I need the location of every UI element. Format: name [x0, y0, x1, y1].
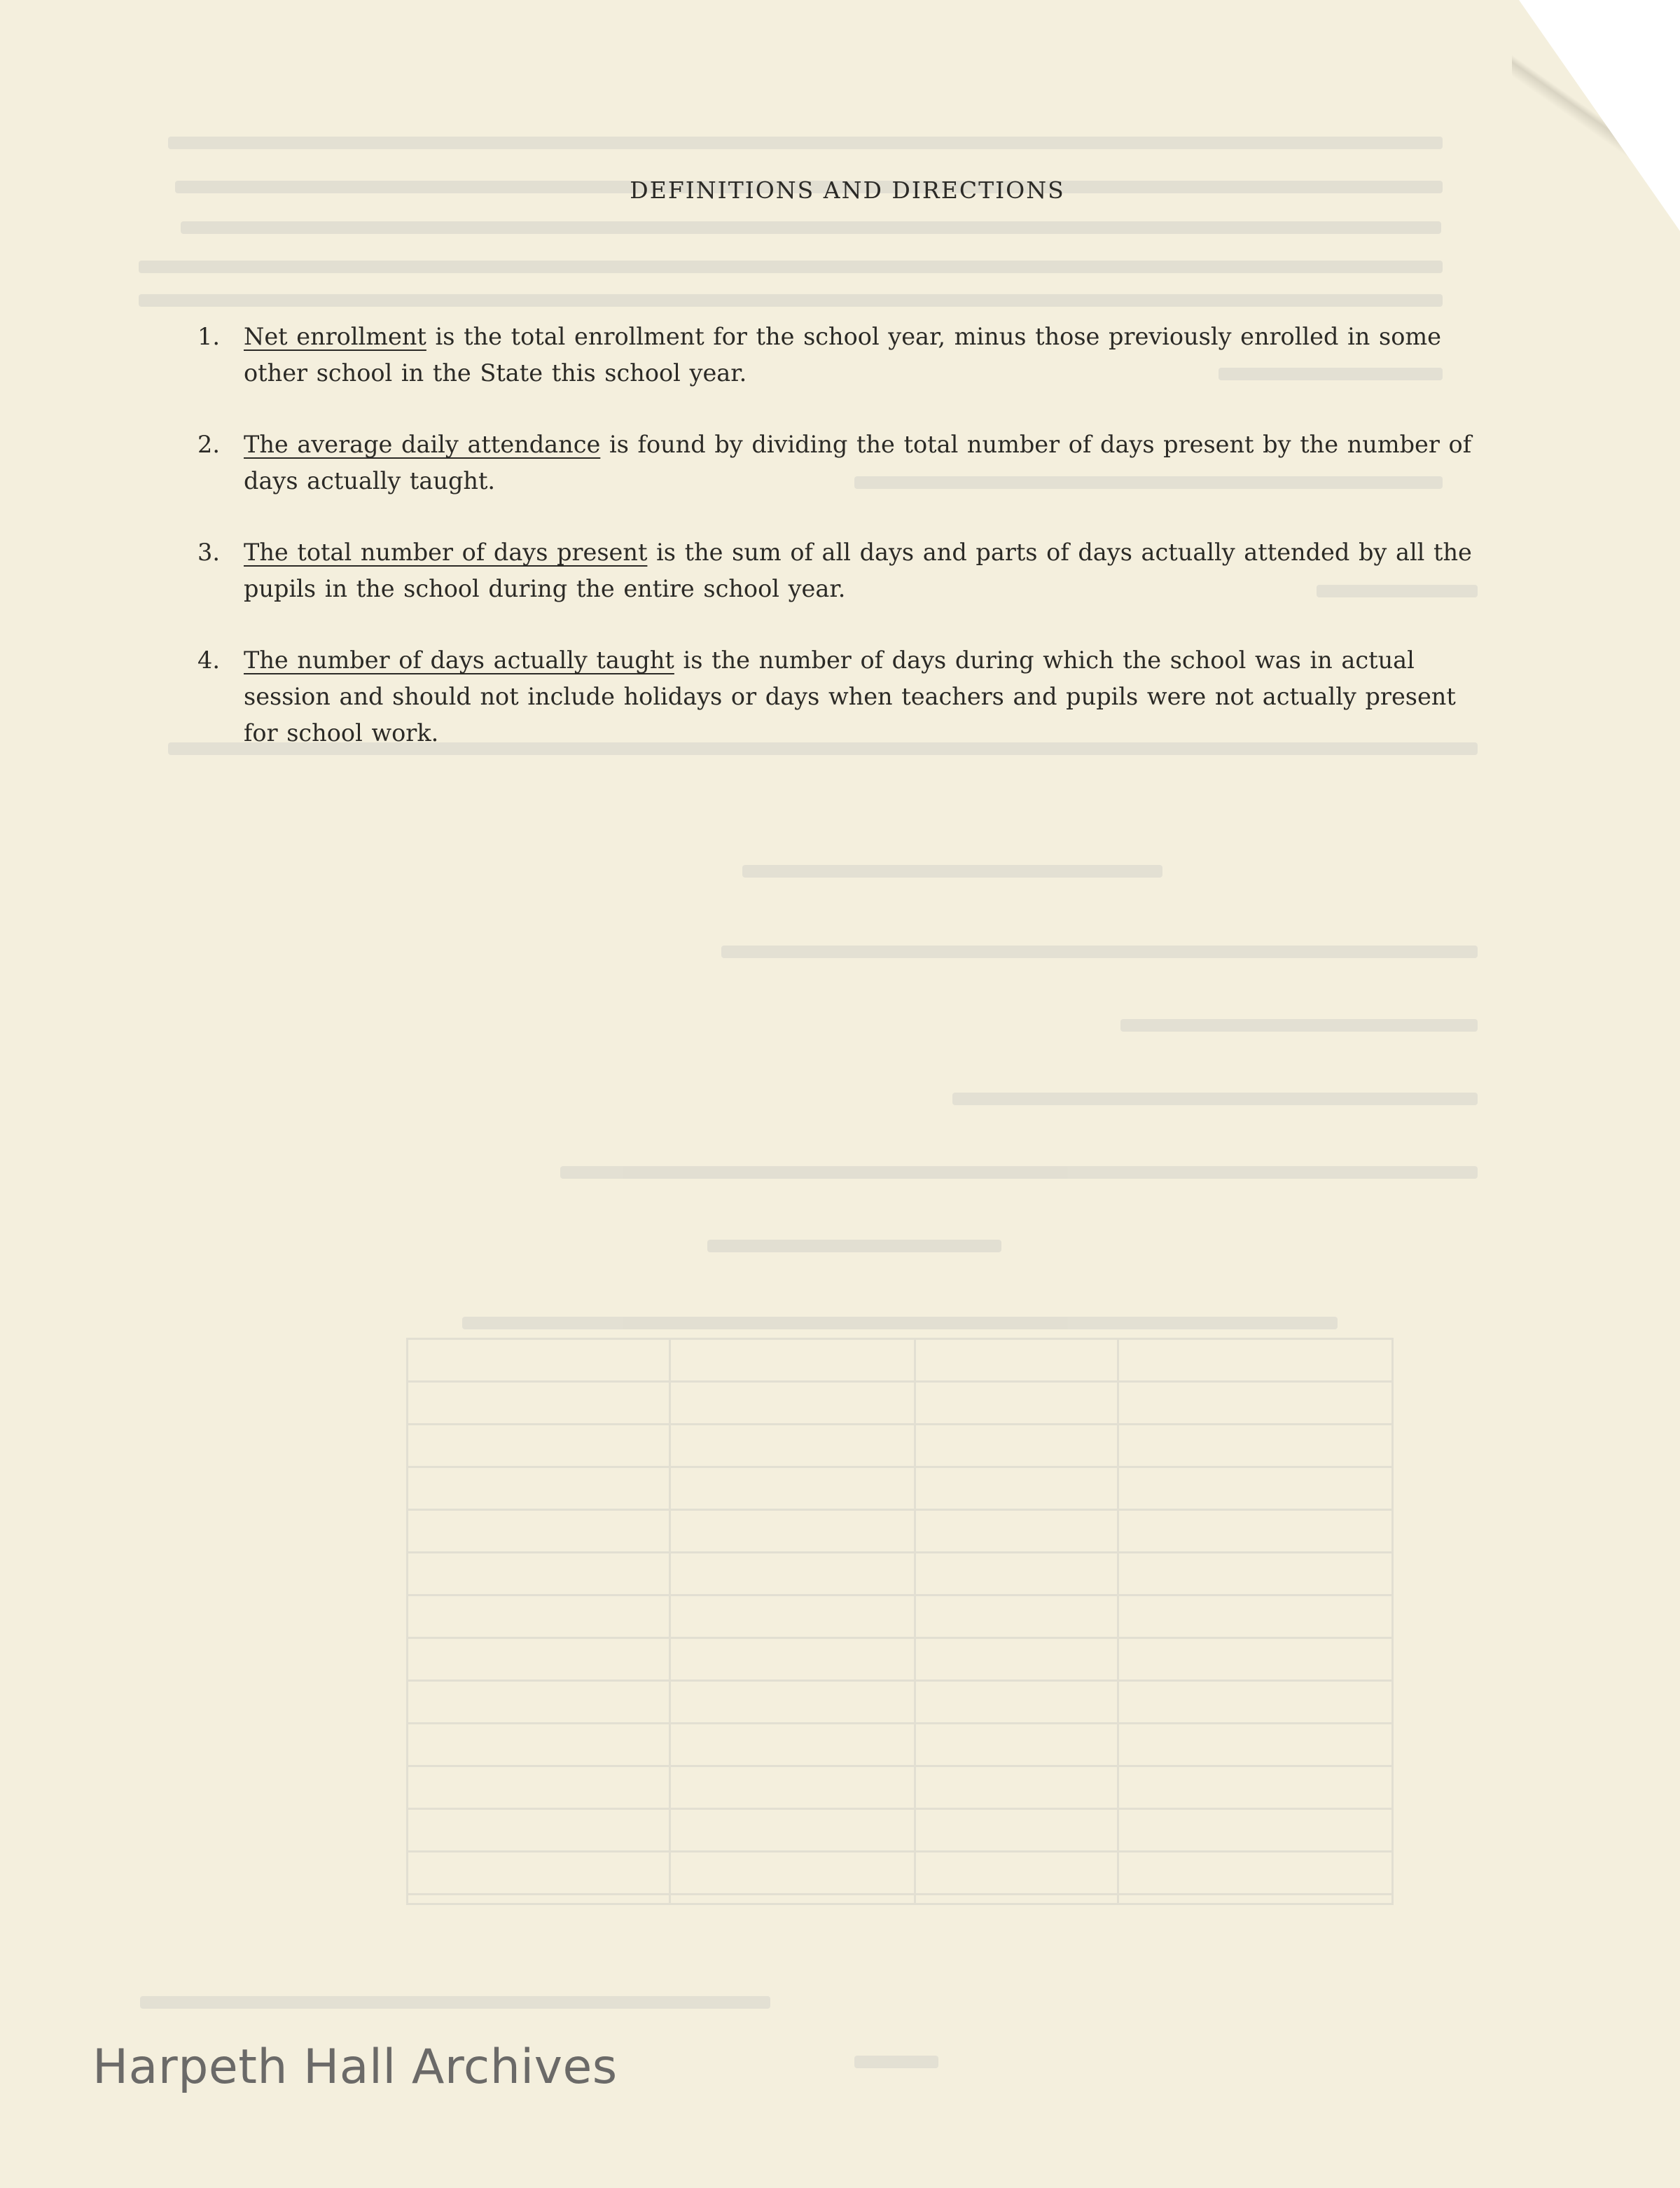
definitions-list — [189, 319, 1492, 787]
definition-text: is found by dividing the total number of days present by the number of days actually taught. — [244, 431, 1472, 494]
page-title: DEFINITIONS AND DIRECTIONS — [630, 176, 1065, 204]
defined-term: The number of days actually taught — [244, 646, 674, 674]
item-number: 2. — [197, 431, 220, 458]
item-number: 1. — [197, 323, 220, 350]
list-item — [189, 427, 1492, 499]
definition-text: is the sum of all days and parts of days actually attended by all the pupils in the school during the entire school year. — [244, 539, 1472, 602]
item-number: 3. — [197, 539, 220, 566]
definition-text: is the total enrollment for the school year, minus those previously enrolled in some other school in the State this school year. — [244, 323, 1441, 387]
archive-watermark: Harpeth Hall Archives — [92, 2040, 618, 2095]
defined-term: Net enrollment — [244, 323, 426, 350]
item-number: 4. — [197, 646, 220, 674]
defined-term: The average daily attendance — [244, 431, 601, 458]
list-item — [189, 534, 1492, 607]
list-item — [189, 319, 1492, 392]
list-item — [189, 642, 1492, 752]
defined-term: The total number of days present — [244, 539, 648, 566]
definition-text: is the number of days during which the school was in actual session and should not include holidays or days when teachers and pupils were not actually present for school work. — [244, 646, 1456, 747]
